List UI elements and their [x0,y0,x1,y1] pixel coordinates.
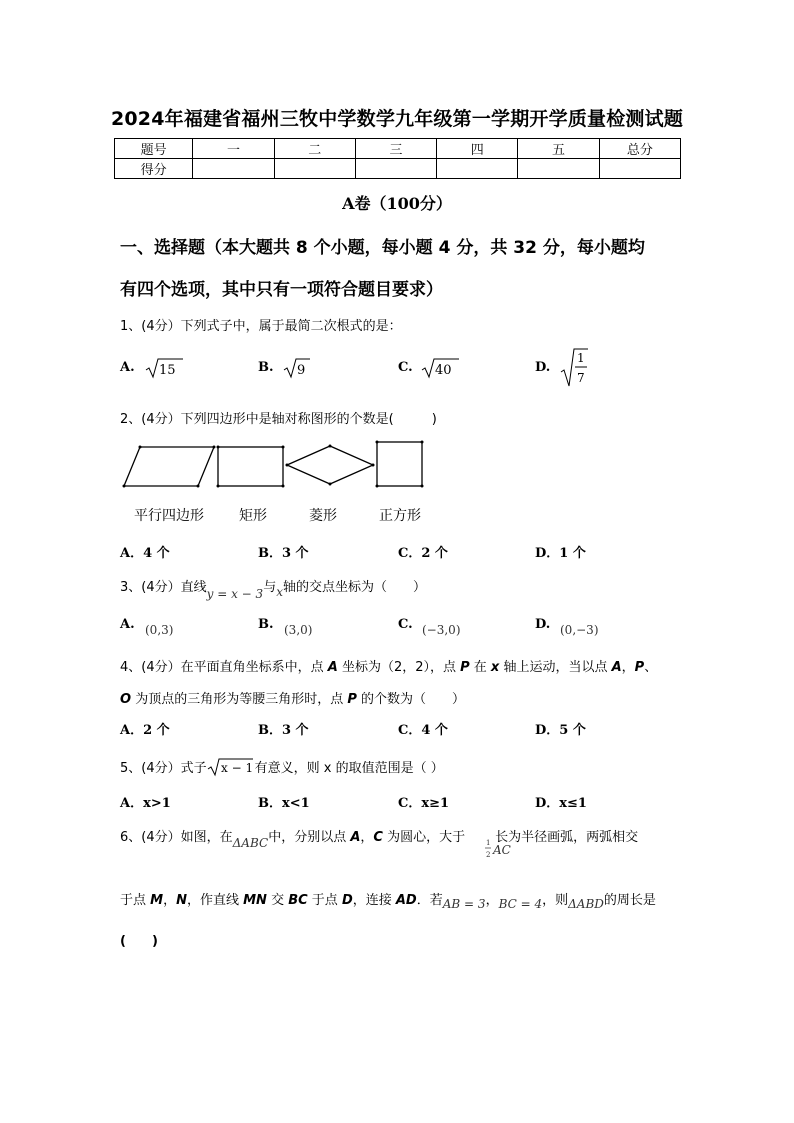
q3-stem-a: 3、(4分）直线 [120,580,207,595]
q5-option-c: C．x≥1 [398,796,450,811]
q6-point-c: C [373,830,383,845]
q6-text: ， [485,893,499,908]
q5-stem-b: 有意义，则 x 的取值范围是（ ） [254,761,444,776]
q5-option-a: A．x>1 [120,796,171,811]
q5-stem-a: 5、(4分）式子 [120,761,207,776]
q1-option-c-radical [421,356,461,380]
q1-option-a-radical [145,356,185,380]
q6-eq-bc: BC = 4 [498,897,543,911]
q1-option-d-num: 1 [577,351,585,365]
question-4-line1 [120,656,657,675]
score-header-cell: 总分 [599,139,680,159]
score-cell [437,159,518,179]
score-header-cell: 题号 [115,139,193,159]
score-cell [355,159,436,179]
q6-frac-den: 2 [486,851,491,859]
q3-option-a-value: (0,3) [145,623,174,637]
q6-text: ．若 [416,893,443,908]
score-table-score-row [115,159,681,179]
q4-text: 、 [644,660,658,675]
q6-frac-var: AC [493,843,511,857]
q3-stem-c: 轴的交点坐标为（ ） [282,580,426,595]
q1-option-a-radicand: 15 [159,363,176,378]
q3-option-d-value: (0,−3) [560,623,599,637]
q6-eq-ab: AB = 3 [442,897,486,911]
q3-option-d-label: D. [535,617,551,632]
rhombus-shape [286,445,375,486]
question-3-stem [120,576,426,601]
q6-text: ，则 [542,893,569,908]
q2-option-a: A．4 个 [120,546,170,561]
section-heading-line1: 一、选择题（本大题共 8 个小题，每小题 4 分，共 32 分，每小题均 [120,238,645,258]
score-table [114,138,681,179]
q4-point-p: P [460,660,470,675]
q2-option-b: B．3 个 [258,546,309,561]
q6-text: 长为半径画弧，两弧相交 [495,830,639,845]
q4-text: 为顶点的三角形为等腰三角形时，点 [131,692,348,707]
q4-option-c: C．4 个 [398,723,448,738]
parallelogram-shape [123,446,216,488]
q4-text: 的个数为（ ） [356,692,465,707]
score-header-cell: 一 [193,139,274,159]
score-table-header-row [115,139,681,159]
q5-option-d: D．x≤1 [535,796,587,811]
q2-shape-label: 菱形 [309,508,337,524]
q6-text: ，作直线 [186,893,244,908]
q4-point-p: P [634,660,645,675]
q6-text: ， [360,830,374,845]
q4-point-a: A [327,660,338,675]
question-1-stem: 1、(4分）下列式子中，属于最简二次根式的是： [120,319,402,334]
q6-text: 交 [266,893,289,908]
q4-option-b: B．3 个 [258,723,309,738]
q6-frac-num: 1 [486,839,491,847]
q2-shapes-figure [118,438,430,490]
rectangle-shape [217,446,285,488]
q1-option-d-radical [560,346,590,388]
q4-text: 在 [469,660,491,675]
square-shape [376,441,424,488]
q1-option-b-radical [283,356,313,380]
q3-var: x [276,585,283,599]
q2-shape-label: 矩形 [239,508,267,524]
q6-text: 6、(4分）如图，在 [120,830,233,845]
q3-option-c-label: C. [398,617,413,632]
score-row-label: 得分 [115,159,193,179]
q2-option-c: C．2 个 [398,546,448,561]
q6-fraction-half-ac [483,836,517,862]
q6-segment-ad: AD [395,893,417,908]
q4-option-d: D．5 个 [535,723,586,738]
q1-option-a-label: A. [120,360,135,375]
question-6-line2 [120,889,656,911]
q4-point-o: O [120,692,132,707]
q3-stem-b: 与 [263,580,277,595]
q6-point-d: D [341,893,353,908]
score-cell [274,159,355,179]
score-header-cell: 五 [518,139,599,159]
score-header-cell: 二 [274,139,355,159]
q1-option-c-radicand: 40 [435,363,452,378]
q4-x-axis: x [490,660,500,675]
score-header-cell: 四 [437,139,518,159]
q5-option-b: B．x<1 [258,796,310,811]
q1-option-b-label: B. [258,360,274,375]
q4-point-a: A [611,660,622,675]
question-5-stem [120,757,444,777]
q4-text: 4、(4分）在平面直角坐标系中，点 [120,660,328,675]
q3-equation: y = x − 3 [206,587,264,601]
q6-point-n: N [176,893,187,908]
q3-option-b-label: B. [258,617,274,632]
q1-option-d-label: D. [535,360,551,375]
q2-stem-text: 2、(4分）下列四边形中是轴对称图形的个数是( [120,412,394,427]
q6-line-mn: MN [243,893,267,908]
q6-text: 的周长是 [603,893,656,908]
q6-text: ， [163,893,177,908]
q2-shape-label: 正方形 [379,508,421,524]
q6-point-m: M [150,893,164,908]
q6-triangle-abd: ΔABD [568,897,604,911]
question-6-line1 [120,826,639,850]
q4-option-a: A．2 个 [120,723,170,738]
q3-option-a-label: A. [120,617,135,632]
q1-option-d-den: 7 [577,371,585,385]
q1-option-b-radicand: 9 [297,363,306,378]
q5-radical [207,757,255,777]
q2-shape-label: 平行四边形 [134,508,204,524]
q6-text: 为圆心，大于 [382,830,466,845]
section-heading-line2: 有四个选项，其中只有一项符合题目要求） [120,280,443,300]
q6-text: ，连接 [352,893,396,908]
question-4-line2 [120,688,465,707]
q2-option-d: D．1 个 [535,546,586,561]
q6-text: 于点 [120,893,151,908]
q6-triangle-abc: ΔABC [232,836,269,850]
volume-title: A卷（100分） [342,194,452,213]
q3-option-b-value: (3,0) [284,623,313,637]
q4-point-p: P [347,692,357,707]
exam-title: 2024年福建省福州三牧中学数学九年级第一学期开学质量检测试题 [110,108,684,130]
q6-point-a: A [350,830,361,845]
q6-text: 于点 [307,893,342,908]
score-cell [599,159,680,179]
question-2-stem [120,408,437,427]
q4-text: ， [621,660,635,675]
score-header-cell: 三 [355,139,436,159]
q4-text: 轴上运动，当以点 [499,660,612,675]
score-cell [518,159,599,179]
q4-text: 坐标为（2，2），点 [337,660,461,675]
q5-radicand: x − 1 [220,761,253,775]
q6-segment-bc: BC [288,893,308,908]
q1-option-c-label: C. [398,360,413,375]
question-6-blank: ( ) [120,934,158,949]
score-cell [193,159,274,179]
q3-option-c-value: (−3,0) [422,623,461,637]
q2-stem-close: ) [431,412,437,427]
q6-text: 中，分别以点 [268,830,351,845]
